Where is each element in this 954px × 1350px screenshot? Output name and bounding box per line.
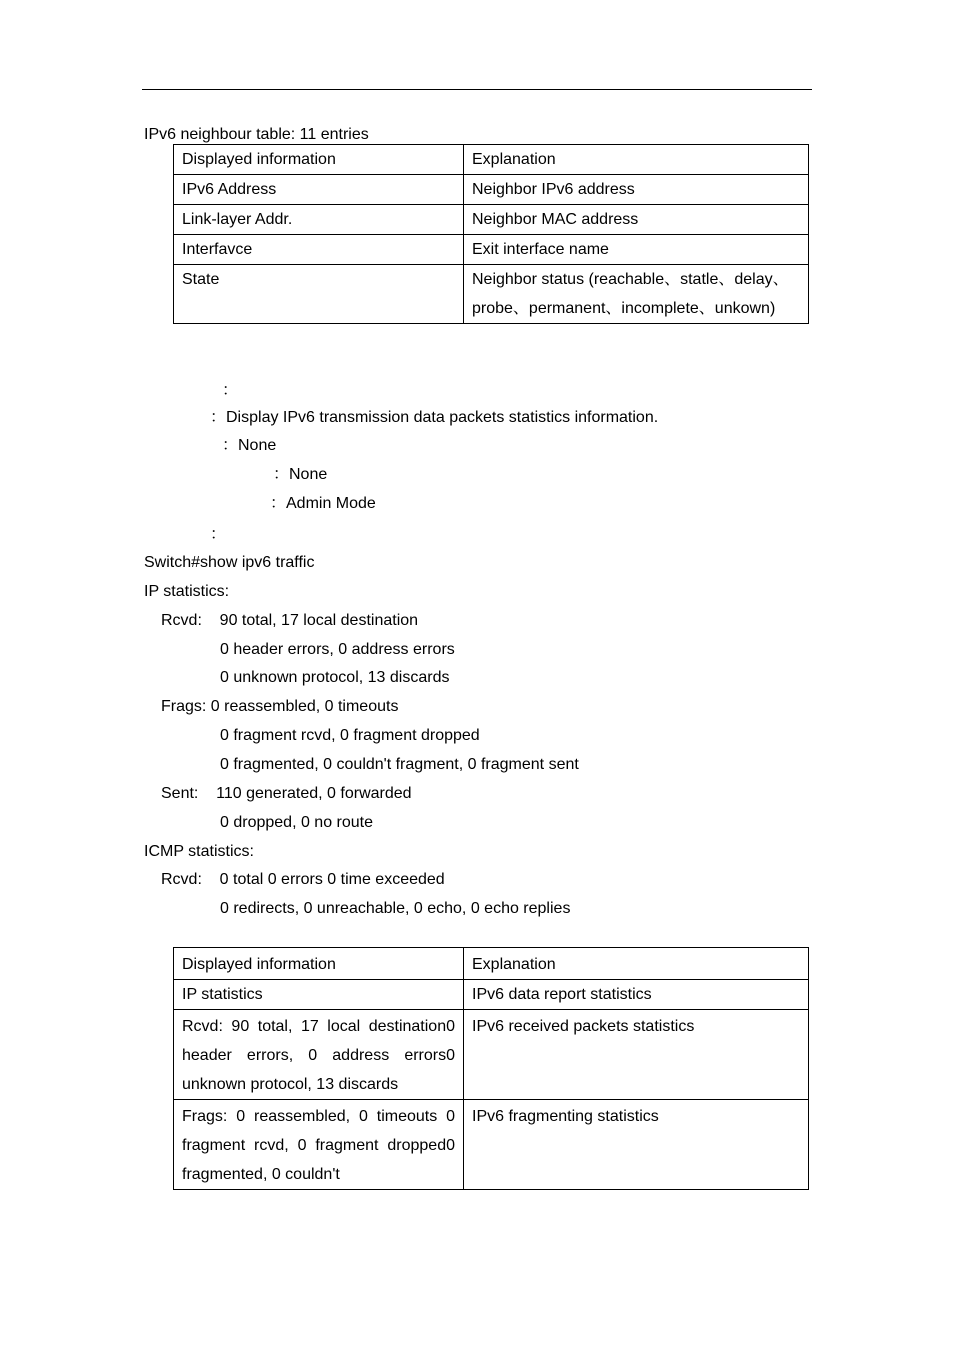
output-line: 0 fragment rcvd, 0 fragment dropped bbox=[220, 727, 480, 744]
table-cell: Rcvd: 90 total, 17 local destination0 header errors, 0 address errors0 unknown protocol, 13 discards bbox=[174, 1010, 464, 1100]
output-line: Sent: 110 generated, 0 forwarded bbox=[161, 785, 412, 802]
output-line: IP statistics: bbox=[144, 583, 230, 600]
table-cell: Neighbor status (reachable、statle、delay、probe、permanent、incomplete、unkown) bbox=[464, 265, 809, 324]
output-line: 0 header errors, 0 address errors bbox=[220, 641, 455, 658]
table-cell: IP statistics bbox=[174, 980, 464, 1010]
table-row bbox=[174, 265, 809, 324]
output-line: Switch#show ipv6 traffic bbox=[144, 554, 315, 571]
table-cell: Interfavce bbox=[174, 235, 464, 265]
table-cell: State bbox=[174, 265, 464, 324]
table-row bbox=[174, 235, 809, 265]
table-cell: Link-layer Addr. bbox=[174, 205, 464, 235]
table-row bbox=[174, 948, 809, 980]
command-parameter: ：None bbox=[222, 437, 277, 454]
command-function: ：Display IPv6 transmission data packets statistics information. bbox=[210, 409, 659, 426]
output-line: Rcvd: 0 total 0 errors 0 time exceeded bbox=[161, 871, 445, 888]
command-mode: ：Admin Mode bbox=[270, 495, 376, 512]
neighbour-info-table bbox=[173, 144, 809, 324]
output-line: 0 redirects, 0 unreachable, 0 echo, 0 echo replies bbox=[220, 900, 571, 917]
command-colon: ： bbox=[210, 526, 227, 543]
table-cell: IPv6 data report statistics bbox=[464, 980, 809, 1010]
table-cell: Neighbor IPv6 address bbox=[464, 175, 809, 205]
table-cell: IPv6 fragmenting statistics bbox=[464, 1100, 809, 1190]
table-header-cell: Displayed information bbox=[174, 948, 464, 980]
table-cell: IPv6 received packets statistics bbox=[464, 1010, 809, 1100]
output-line: ICMP statistics: bbox=[144, 843, 254, 860]
table-header-cell: Explanation bbox=[464, 145, 809, 175]
table-cell: IPv6 Address bbox=[174, 175, 464, 205]
table-header-cell: Displayed information bbox=[174, 145, 464, 175]
table-header-cell: Explanation bbox=[464, 948, 809, 980]
traffic-info-table bbox=[173, 947, 809, 1190]
output-line: Frags: 0 reassembled, 0 timeouts bbox=[161, 698, 399, 715]
command-default: ：None bbox=[273, 466, 328, 483]
output-line: Rcvd: 90 total, 17 local destination bbox=[161, 612, 419, 629]
table-cell: Frags: 0 reassembled, 0 timeouts 0 fragment rcvd, 0 fragment dropped0 fragmented, 0 couldn't bbox=[174, 1100, 464, 1190]
table-cell: Exit interface name bbox=[464, 235, 809, 265]
table-row bbox=[174, 145, 809, 175]
output-line: 0 fragmented, 0 couldn't fragment, 0 fragment sent bbox=[220, 756, 579, 773]
table-row bbox=[174, 980, 809, 1010]
table-row bbox=[174, 1100, 809, 1190]
output-line: 0 dropped, 0 no route bbox=[220, 814, 374, 831]
command-colon: ： bbox=[222, 382, 239, 399]
header-rule bbox=[142, 89, 812, 90]
table-row bbox=[174, 1010, 809, 1100]
table-cell: Neighbor MAC address bbox=[464, 205, 809, 235]
output-line: 0 unknown protocol, 13 discards bbox=[220, 669, 450, 686]
table-row bbox=[174, 175, 809, 205]
table-row bbox=[174, 205, 809, 235]
neighbour-table-caption: IPv6 neighbour table: 11 entries bbox=[144, 126, 369, 143]
